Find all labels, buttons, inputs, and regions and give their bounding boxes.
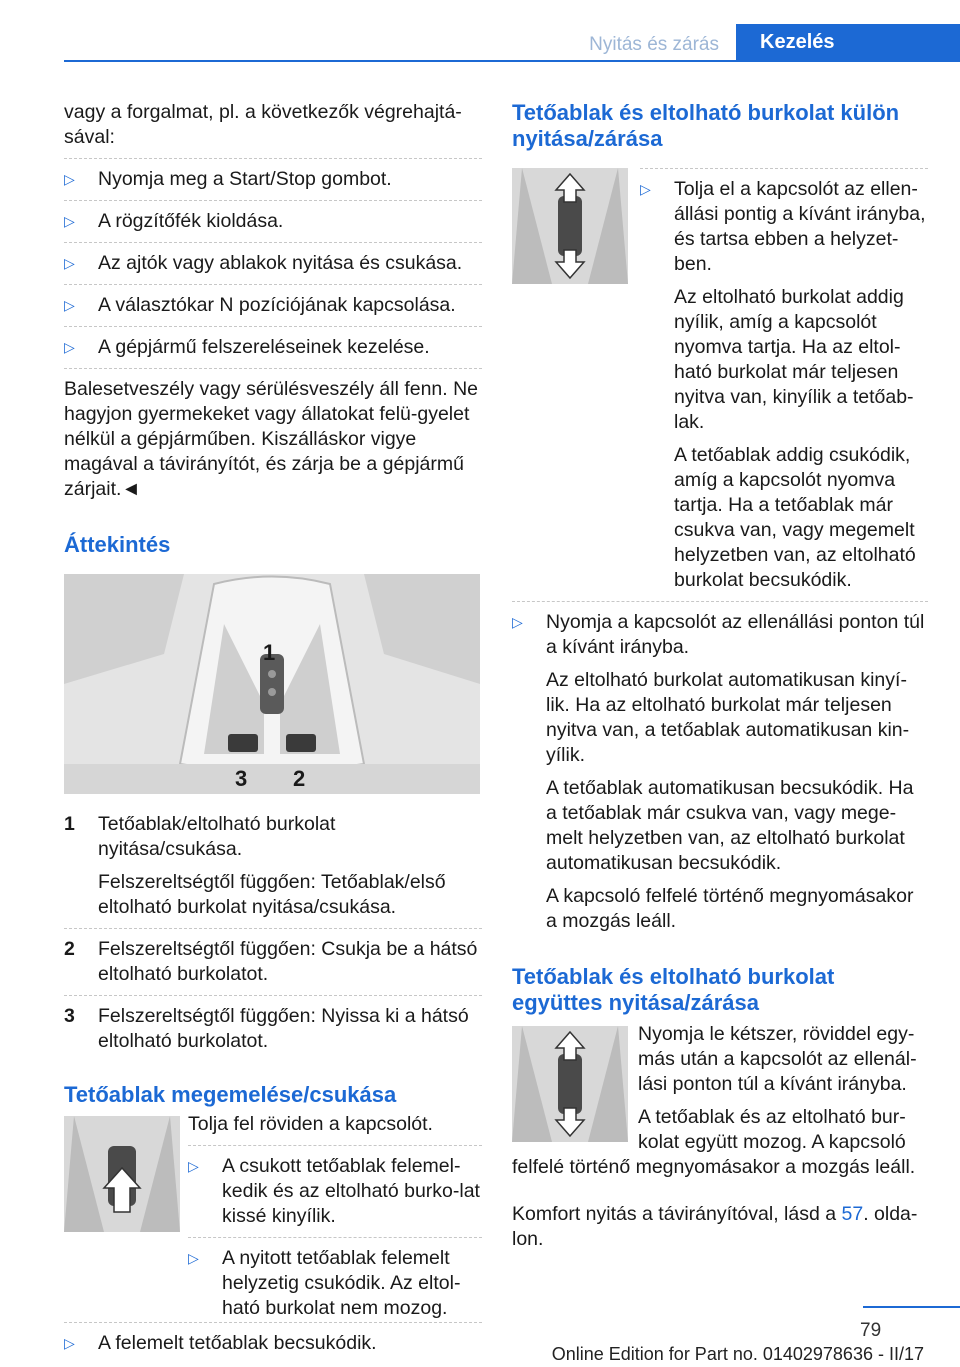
raise-intro: Tolja fel röviden a kapcsolót. (188, 1113, 433, 1135)
header-rule (64, 60, 960, 62)
bullet-item: ▷ A felemelt tetőablak becsukódik. (64, 1332, 377, 1354)
bullet-item: ▷ Nyomja a kapcsolót az ellenállási ponton túl a kívánt irányba. Az eltolható burkolat automatikusan kinyí-lik. Ha az eltolható burkolat már teljesen nyitva van, a tetőablak automatikusan kin-yílik. A tetőablak automatikusan becsukódik. Ha a tetőablak már csukva van, vagy mege-melt helyzetben van, az eltolható burkolat automatikusan becsukódik. A kapcsoló felfelé történő megnyomásakor a mozgás leáll. (512, 611, 925, 932)
header-tab-label: Kezelés (760, 31, 835, 53)
bullet-item: ▷ A választókar N pozíciójának kapcsolása. (64, 294, 456, 316)
bullet-triangle-icon: ▷ (64, 171, 75, 187)
comfort-text: Komfort nyitás a távirányítóval, lásd a 57. olda-lon. (512, 1203, 918, 1250)
divider (64, 284, 482, 285)
divider (512, 601, 928, 602)
together-text-1: Nyomja le kétszer, röviddel egy-más után a kapcsolót az ellenál-lási ponton túl a kívánt irányba. (638, 1023, 917, 1095)
together-switch-image (512, 1026, 628, 1142)
bullet-triangle-icon: ▷ (188, 1158, 199, 1174)
callout-label-3: 3 (235, 766, 248, 791)
legend-item: 1 Tetőablak/eltolható burkolat nyitása/csukása. Felszereltségtől függően: Tetőablak/első eltolható burkolat nyitása/csukása. (64, 813, 446, 918)
legend-item: 2 Felszereltségtől függően: Csukja be a hátsó eltolható burkolatot. (64, 938, 478, 985)
bullet-triangle-icon: ▷ (64, 213, 75, 229)
bullet-item: ▷ A nyitott tetőablak felemelt helyzetig csukódik. Az eltol-ható burkolat nem mozog. (188, 1247, 461, 1319)
divider (64, 995, 482, 996)
page-link[interactable]: 57 (841, 1203, 864, 1225)
divider (64, 242, 482, 243)
divider (64, 158, 482, 159)
bullet-triangle-icon: ▷ (188, 1250, 199, 1266)
legend-item: 3 Felszereltségtől függően: Nyissa ki a hátsó eltolható burkolatot. (64, 1005, 469, 1052)
header-tab (736, 24, 960, 61)
bullet-item: ▷ A gépjármű felszereléseinek kezelése. (64, 336, 430, 358)
header-section: Nyitás és zárás (589, 34, 719, 55)
raise-switch-image (64, 1116, 180, 1232)
right-column (512, 100, 928, 1260)
bullet-triangle-icon: ▷ (64, 339, 75, 355)
bullet-triangle-icon: ▷ (640, 181, 651, 197)
page-number: 79 (860, 1320, 882, 1341)
bullet-triangle-icon: ▷ (64, 1335, 75, 1351)
overview-image (64, 574, 480, 794)
together-heading: Tetőablak és eltolható burkolat együttes nyitása/zárása (512, 964, 835, 1015)
divider (64, 200, 482, 201)
warning-text: Balesetveszély vagy sérülésveszély áll fenn. Ne hagyjon gyermekeket vagy állatokat felü-gyelet nélkül a gépjárműben. Kiszálláskor vigye magával a távirányítót, és zárja be a gépjármű zárjait.◄ (64, 378, 479, 500)
bullet-item: ▷ Tolja el a kapcsolót az ellen-állási pontig a kívánt irányba, és tartsa ebben a helyzet-ben. Az eltolható burkolat addig nyílik, amíg a kapcsolót nyomva tartja. Ha az eltol-ható burkolat már teljesen nyitva van, kinyílik a tetőab-lak. A tetőablak addig csukódik, amíg a kapcsolót nyomva tartja. Ha a tetőablak már csukva van, vagy megemelt helyzetben van, az eltolható burkolat becsukódik. (640, 178, 926, 591)
edition-text: Online Edition for Part no. 01402978636 - II/17 (551, 1344, 924, 1364)
callout-label-2: 2 (293, 766, 306, 791)
bullet-item: ▷ Az ajtók vagy ablakok nyitása és csukása. (64, 252, 463, 274)
bullet-item: ▷ A csukott tetőablak felemel-kedik és az eltolható burko-lat kissé kinyílik. (188, 1155, 480, 1227)
intro-text: vagy a forgalmat, pl. a következők végrehajtá-sával: (64, 101, 462, 148)
bullet-triangle-icon: ▷ (512, 614, 523, 630)
together-section (512, 1022, 928, 1188)
roof-console-illustration (64, 574, 480, 794)
callout-label-1: 1 (263, 640, 276, 665)
bullet-item: ▷ A rögzítőfék kioldása. (64, 210, 284, 232)
separate-section (512, 168, 928, 593)
overview-heading: Áttekintés (64, 532, 171, 557)
switch-up-illustration (64, 1116, 180, 1232)
left-column (64, 100, 482, 1364)
switch-updown-illustration (512, 1026, 628, 1142)
separate-switch-image (512, 168, 628, 284)
divider (64, 368, 482, 369)
bullet-item: ▷ Nyomja meg a Start/Stop gombot. (64, 168, 392, 190)
divider (64, 326, 482, 327)
separate-heading: Tetőablak és eltolható burkolat külön nyitása/zárása (512, 100, 900, 151)
footer-rule (863, 1306, 960, 1308)
raise-section (64, 1112, 482, 1322)
raise-heading: Tetőablak megemelése/csukása (64, 1082, 397, 1107)
together-text-2: A tetőablak és az eltolható bur-kolat együtt mozog. A kapcsoló felfelé történő megnyomásakor a mozgás leáll. (512, 1106, 916, 1178)
divider (64, 928, 482, 929)
switch-updown-illustration (512, 168, 628, 284)
divider (640, 168, 928, 169)
divider (188, 1145, 482, 1146)
divider (64, 1322, 482, 1323)
bullet-triangle-icon: ▷ (64, 297, 75, 313)
bullet-triangle-icon: ▷ (64, 255, 75, 271)
divider (188, 1237, 482, 1238)
